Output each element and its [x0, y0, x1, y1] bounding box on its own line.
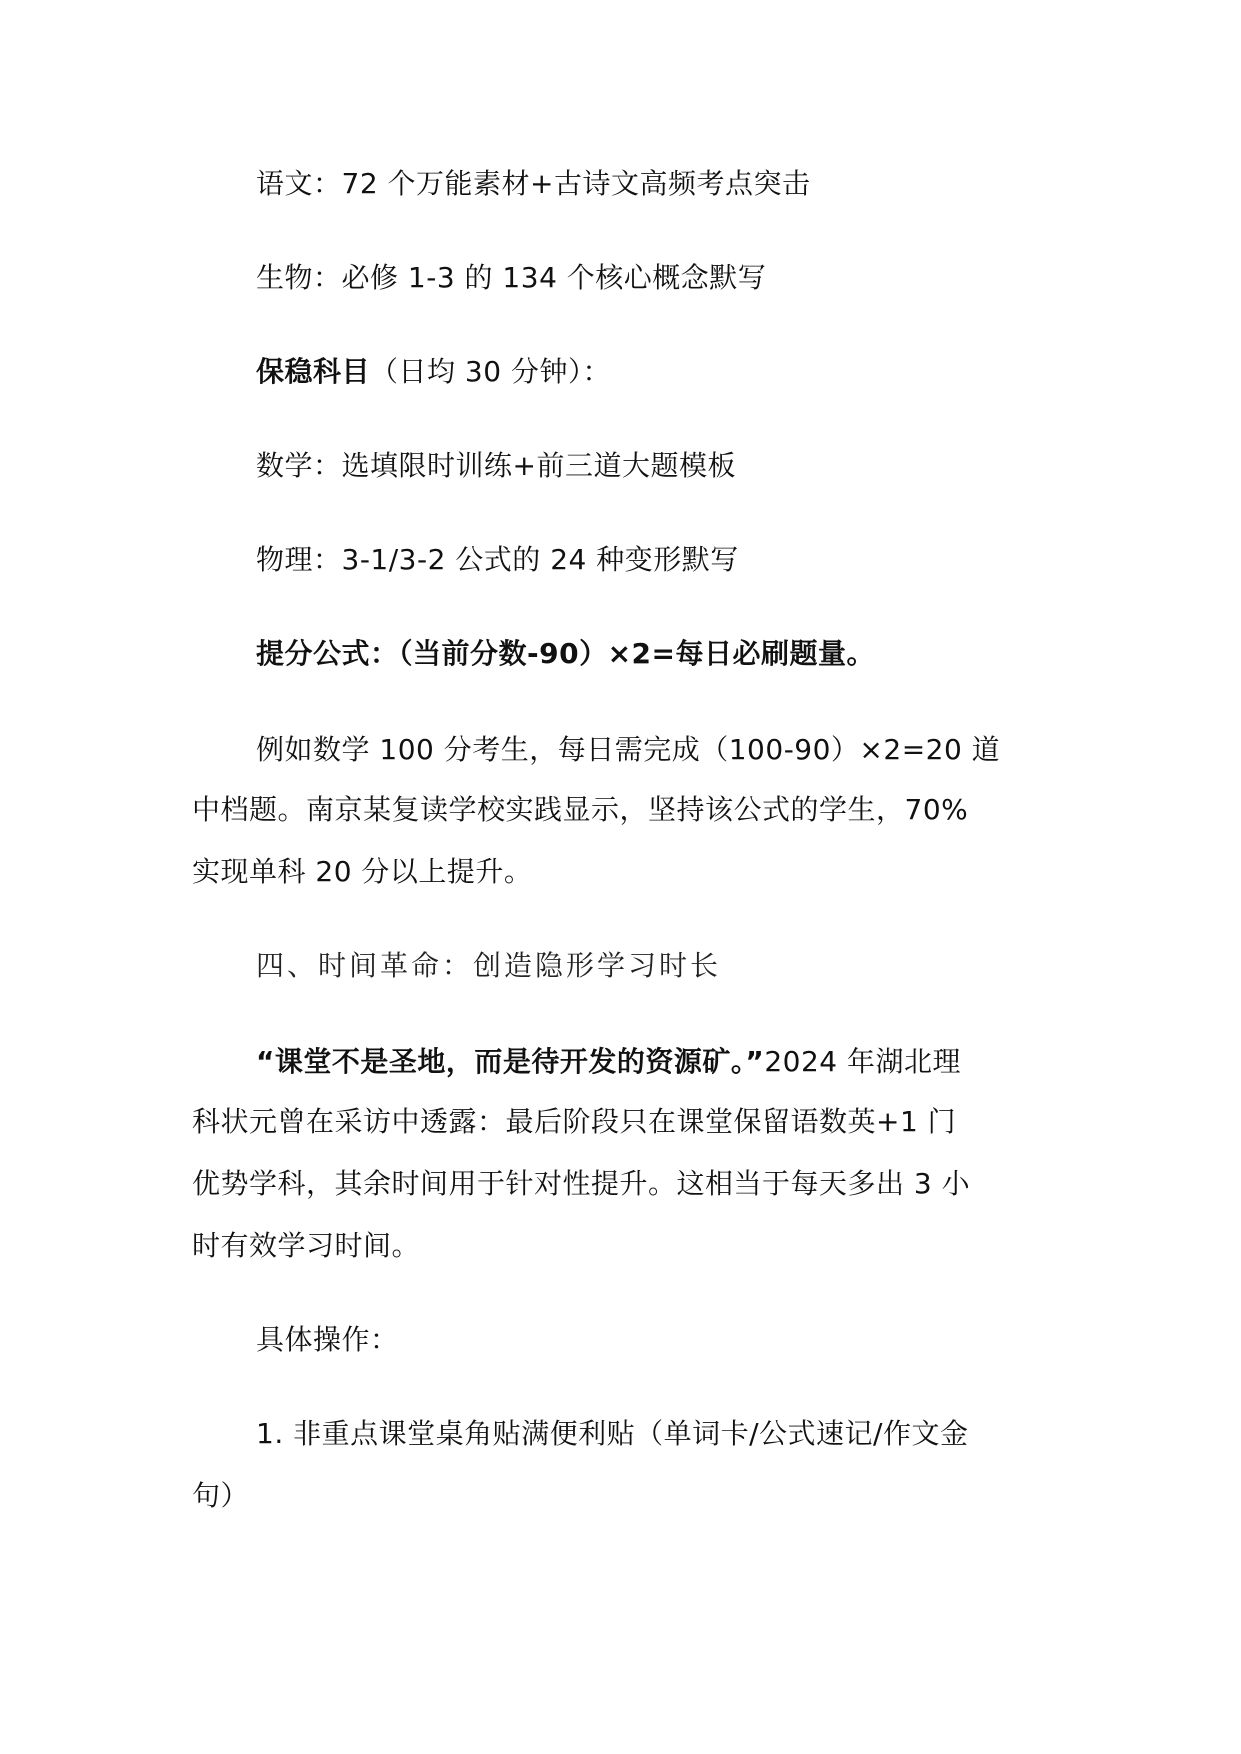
paragraph-biology-subject: 生物：必修 1-3 的 134 个核心概念默写 [256, 261, 767, 294]
stable-subjects-label: 保稳科目 [256, 355, 371, 388]
paragraph-example-line-3: 实现单科 20 分以上提升。 [192, 855, 533, 888]
paragraph-example-line-1: 例如数学 100 分考生，每日需完成（100-90）×2=20 道 [256, 733, 1001, 766]
list-item-step-1-line-1: 1. 非重点课堂桌角贴满便利贴（单词卡/公式速记/作文金 [256, 1417, 969, 1450]
paragraph-specific-steps-heading: 具体操作： [256, 1323, 399, 1356]
list-item-step-1-line-2: 句） [192, 1479, 250, 1512]
stable-subjects-duration: （日均 30 分钟）： [370, 355, 611, 388]
classroom-quote: “课堂不是圣地，而是待开发的资源矿。” [256, 1045, 765, 1078]
paragraph-quote-line-4: 时有效学习时间。 [192, 1229, 421, 1262]
quote-continuation: 2024 年湖北理 [764, 1045, 961, 1078]
paragraph-chinese-subject: 语文：72 个万能素材+古诗文高频考点突击 [256, 167, 811, 200]
paragraph-math-subject: 数学：选填限时训练+前三道大题模板 [256, 449, 736, 482]
paragraph-stable-subjects-heading [256, 350, 611, 394]
paragraph-physics-subject: 物理：3-1/3-2 公式的 24 种变形默写 [256, 543, 739, 576]
section-heading-time-revolution: 四、时间革命：创造隐形学习时长 [256, 949, 722, 982]
paragraph-score-formula: 提分公式：（当前分数-90）×2=每日必刷题量。 [256, 637, 875, 670]
paragraph-quote-line-3: 优势学科，其余时间用于针对性提升。这相当于每天多出 3 小 [192, 1167, 971, 1200]
paragraph-quote-line-1 [256, 1040, 961, 1084]
paragraph-example-line-2: 中档题。南京某复读学校实践显示，坚持该公式的学生，70% [192, 793, 969, 826]
paragraph-quote-line-2: 科状元曾在采访中透露：最后阶段只在课堂保留语数英+1 门 [192, 1105, 957, 1138]
